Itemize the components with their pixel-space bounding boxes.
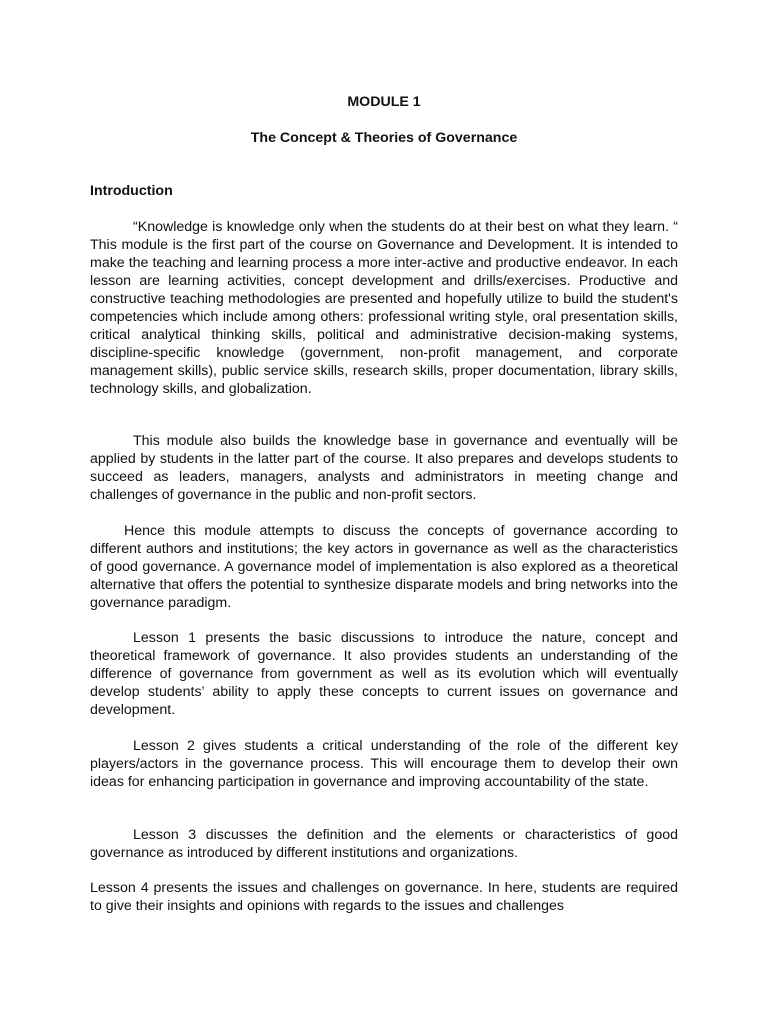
introduction-heading: Introduction	[90, 183, 173, 199]
module-title: The Concept & Theories of Governance	[250, 130, 518, 146]
lesson-3-paragraph: Lesson 3 discusses the definition and the elements or characteristics of good governance as introduced by different institutions and organizations.	[90, 827, 678, 861]
intro-paragraph-knowledge: “Knowledge is knowledge only when the students do at their best on what they learn. “ This module is the first part of the course on Governance and Development. It is intended to make the teaching and learning process a more inter-active and productive endeavor. In each lesson are learning activities, concept development and drills/exercises. Productive and constructive teaching methodologies are presented and hopefully utilize to build the student's competencies which include among others: professional writing style, oral presentation skills, critical analytical thinking skills, political and administrative decision-making systems, discipline-specific knowledge (government, non-profit management, and corporate management skills), public service skills, research skills, proper documentation, library skills, technology skills, and globalization.	[90, 219, 678, 397]
intro-paragraph-knowledge-base: This module also builds the knowledge base in governance and eventually will be applied by students in the latter part of the course. It also prepares and develops students to succeed as leaders, managers, analysts and administrators in meeting change and challenges of governance in the public and non-profit sectors.	[90, 433, 678, 503]
module-label: MODULE 1	[347, 94, 421, 110]
lesson-4-paragraph: Lesson 4 presents the issues and challenges on governance. In here, students are required to give their insights and opinions with regards to the issues and challenges	[90, 880, 678, 914]
document-page	[90, 0, 678, 1024]
lesson-2-paragraph: Lesson 2 gives students a critical understanding of the role of the different key players/actors in the governance process. This will encourage them to develop their own ideas for enhancing participation in governance and improving accountability of the state.	[90, 738, 678, 790]
intro-paragraph-hence: Hence this module attempts to discuss the concepts of governance according to different authors and institutions; the key actors in governance as well as the characteristics of good governance. A governance model of implementation is also explored as a theoretical alternative that offers the potential to synthesize disparate models and bring networks into the governance paradigm.	[90, 523, 678, 611]
lesson-1-paragraph: Lesson 1 presents the basic discussions to introduce the nature, concept and theoretical framework of governance. It also provides students an understanding of the difference of governance from government as well as its evolution which will eventually develop students’ ability to apply these concepts to current issues on governance and development.	[90, 630, 678, 718]
